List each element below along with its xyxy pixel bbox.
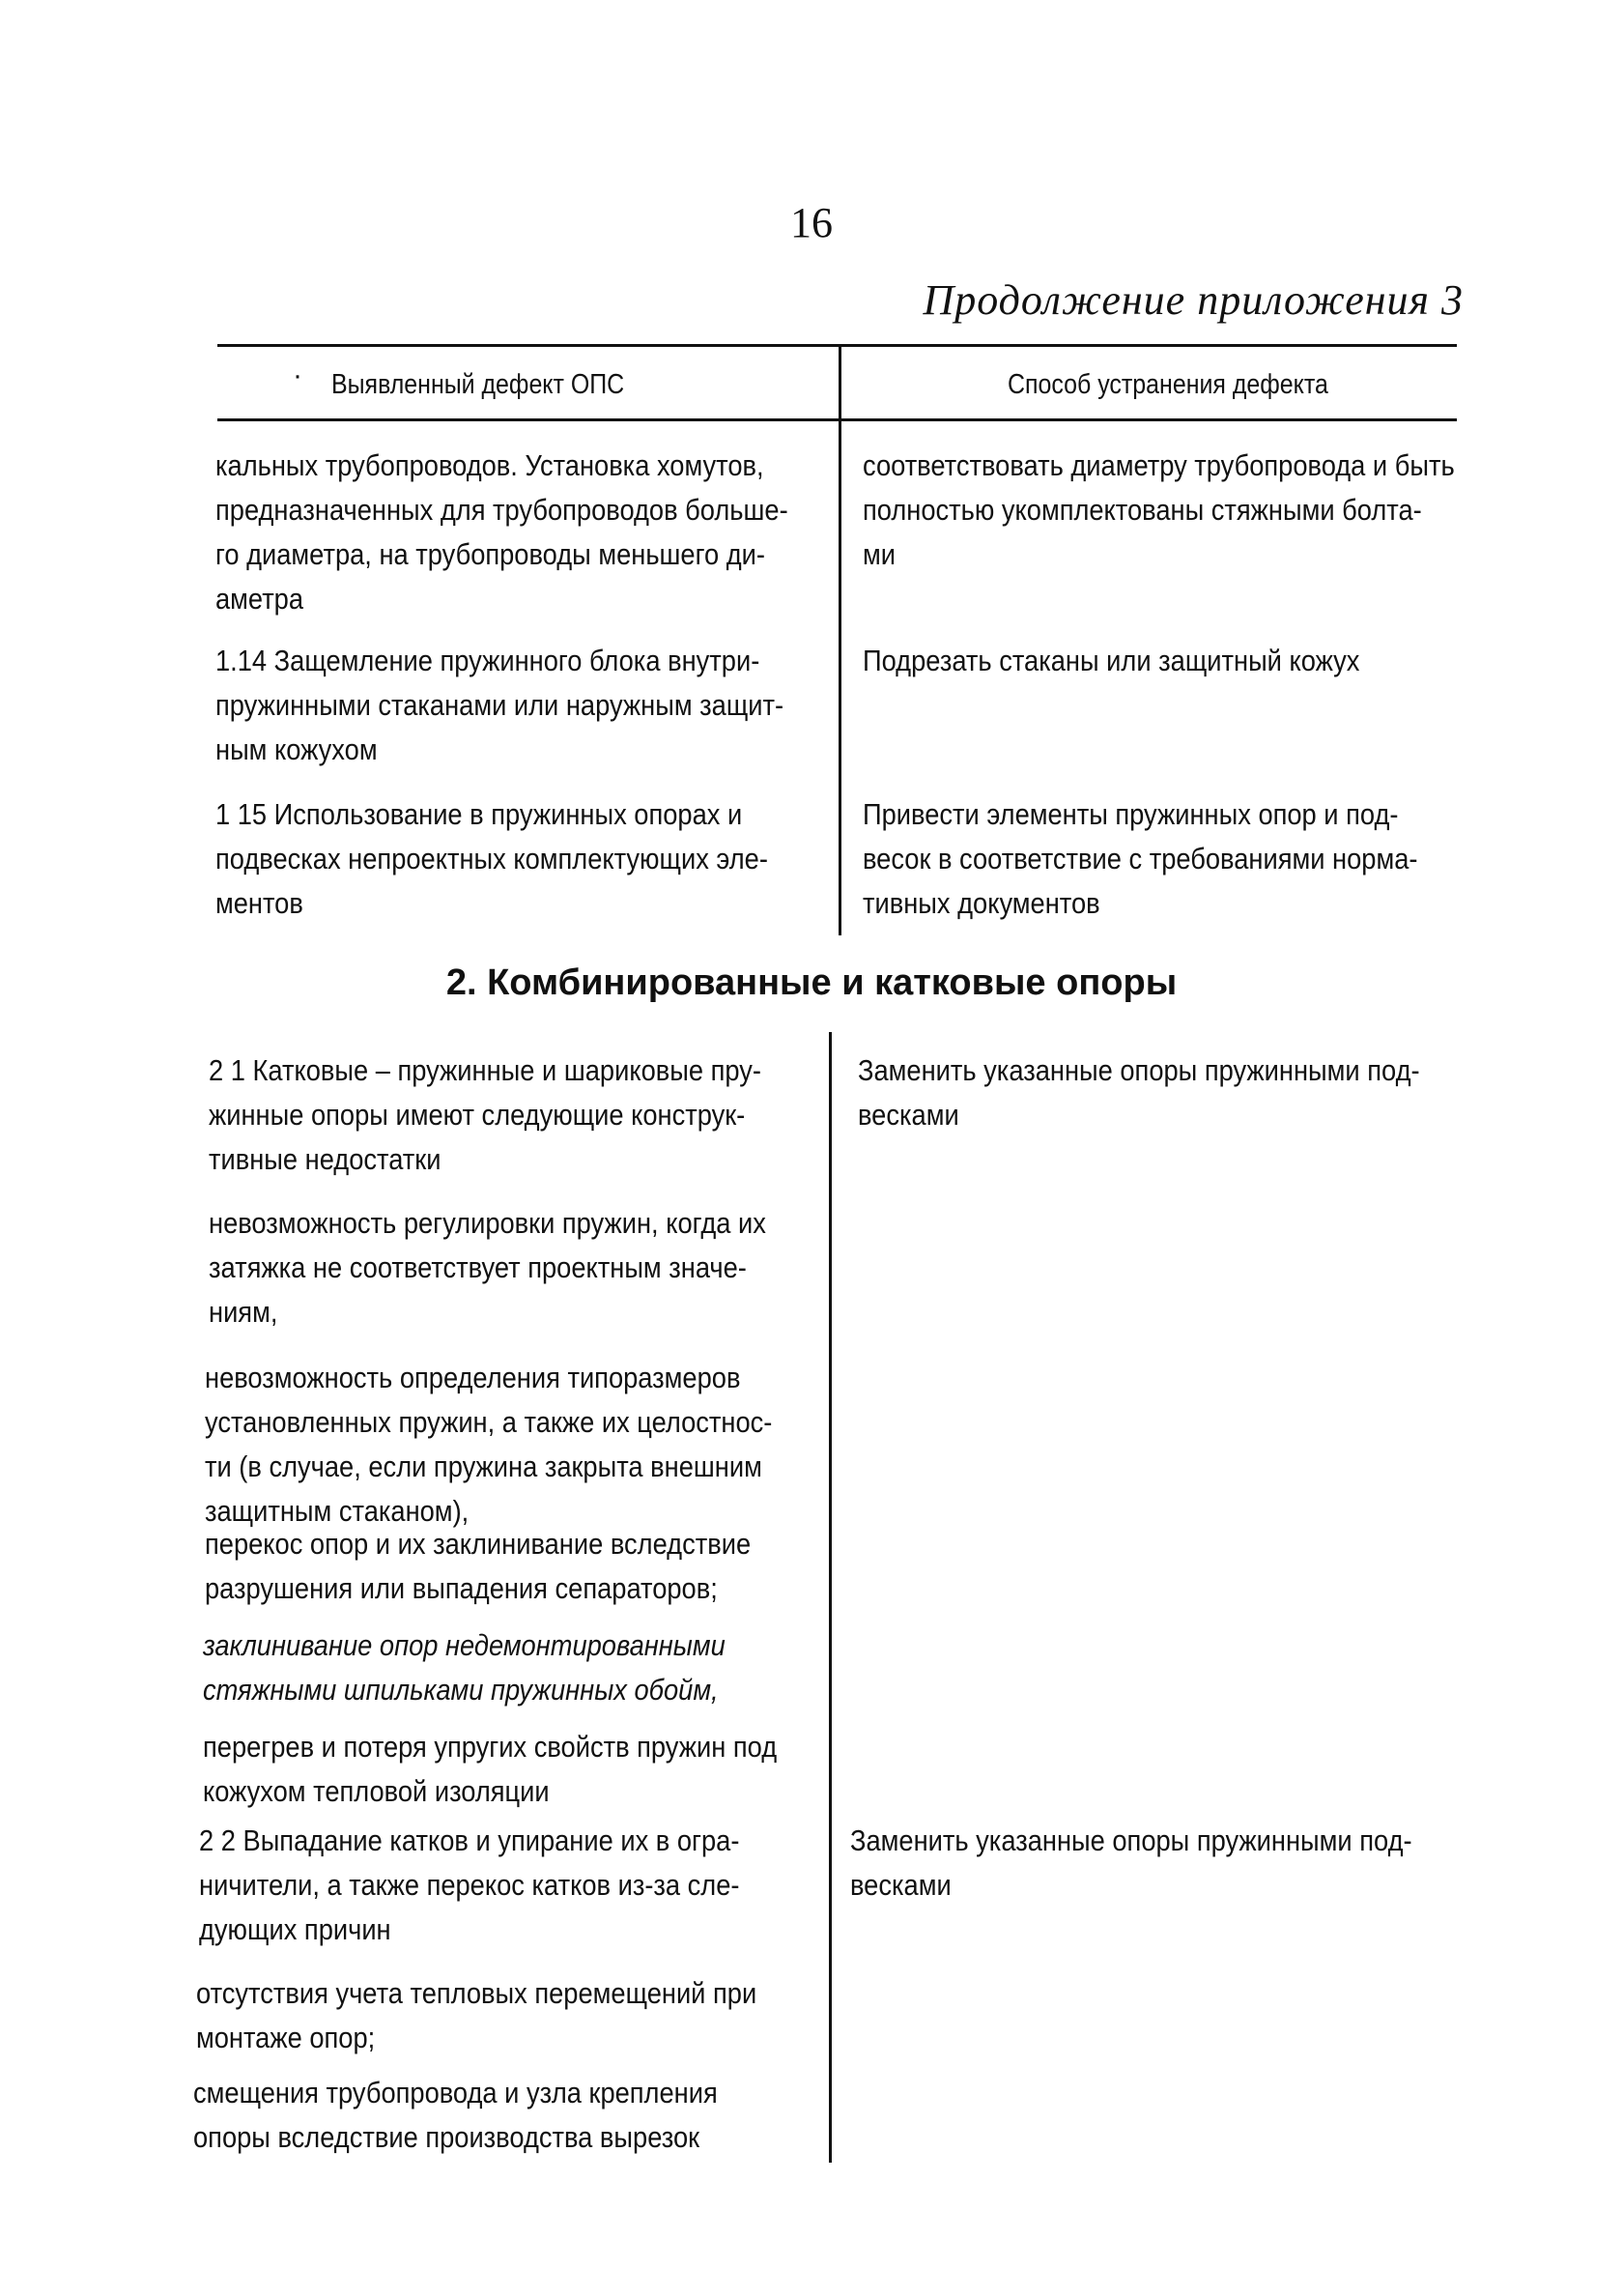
header-defect: Выявленный дефект ОПС [331,369,625,400]
page-number: 16 [790,199,833,246]
defect-bullet: смещения трубопровода и узла крепления опоры вследствие производства вырезок [193,2076,718,2154]
defect-bullet: невозможность регулировки пружин, когда их затяжка не соответствует проектным значе- ниям, [209,1206,766,1329]
defect-bullet: отсутствия учета тепловых перемещений при монтаже опор; [196,1976,757,2054]
table-header-rule [217,418,1457,421]
remedy-cell: соответствовать диаметру трубопровода и быть полностью укомплектованы стяжными болта- ми [863,448,1455,571]
defect-cell: 2 2 Выпадание катков и упирание их в огра- ничители, а также перекос катков из-за сле- дующих причин [199,1823,740,1946]
remedy-cell: Заменить указанные опоры пружинными под- весками [850,1823,1412,1902]
header-mark: · [293,359,302,391]
continuation-title: Продолжение приложения 3 [923,276,1464,324]
defect-bullet: перекос опор и их заклинивание вследствие разрушения или выпадения сепараторов; [205,1527,752,1605]
defect-cell: 1.14 Защемление пружинного блока внутри- пружинными стаканами или наружным защит- ным кожухом [215,644,784,766]
defect-bullet: невозможность определения типоразмеров установленных пружин, а также их целостнос- ти (в случае, если пружина закрыта внешним защитным стаканом), [205,1361,773,1528]
remedy-cell: Заменить указанные опоры пружинными под- весками [858,1053,1420,1132]
defect-cell: кальных трубопроводов. Установка хомутов, предназначенных для трубопроводов больше- го диаметра, на трубопроводы меньшего ди- аметра [215,448,788,616]
table-top-rule [217,344,1457,347]
remedy-cell: Подрезать стаканы или защитный кожух [863,644,1360,677]
defect-cell: 1 15 Использование в пружинных опорах и подвесках непроектных комплектующих эле- ментов [215,797,768,920]
remedy-cell: Привести элементы пружинных опор и под- весок в соответствие с требованиями норма- тивных документов [863,797,1418,920]
header-remedy: Способ устранения дефекта [1008,369,1328,400]
defect-bullet: заклинивание опор недемонтированными стяжными шпильками пружинных обойм, [203,1628,726,1707]
defect-bullet: перегрев и потеря упругих свойств пружин под кожухом тепловой изоляции [203,1730,778,1808]
table-column-divider-2 [829,1032,832,2163]
defect-cell: 2 1 Катковые – пружинные и шариковые пру- жинные опоры имеют следующие конструк- тивные недостатки [209,1053,761,1176]
section-title: 2. Комбинированные и катковые опоры [445,962,1178,1003]
table-column-divider-1 [839,344,841,935]
